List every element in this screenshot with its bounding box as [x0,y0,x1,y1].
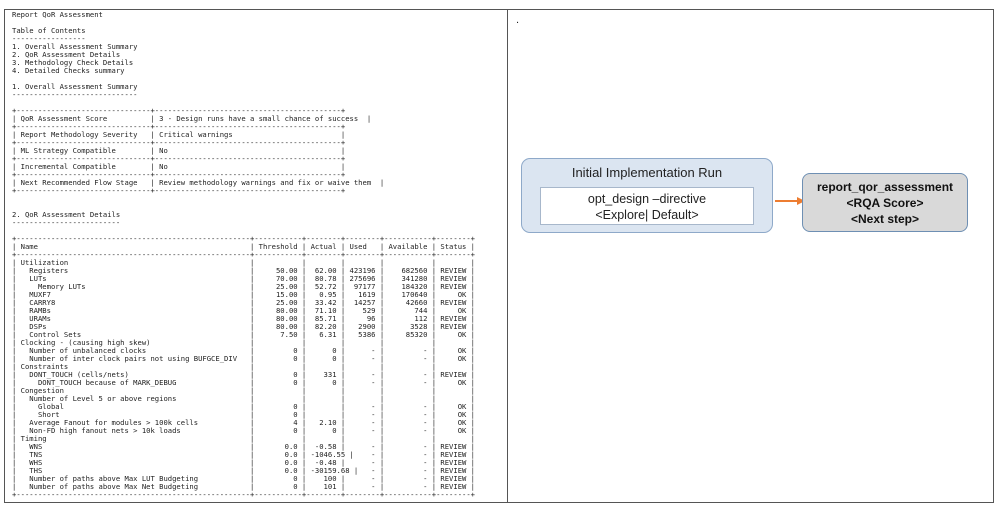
report-line: | Number of paths above Max LUT Budgeting | 0 | 100 | - | - | REVIEW | [12,474,476,483]
report-line: ----------------- [12,34,86,43]
report-line: | Utilization | | | | | | [12,258,476,267]
report-line: | Number of unbalanced clocks | 0 | 0 | - | - | OK | [12,346,476,355]
report-line: | URAMs | 80.00 | 85.71 | 96 | 112 | REVIEW | [12,314,476,323]
report-line: +------------------------------------------------------+-----------+--------+--------+-----------+--------+ [12,490,476,499]
report-line: | Name | Threshold | Actual | Used | Available | Status | [12,242,476,251]
opt-design-command: opt_design –directive [587,192,707,206]
report-line: | WHS | 0.0 | -0.48 | - | - | REVIEW | [12,458,476,467]
report-line: | ML Strategy Compatible | No | [12,146,346,155]
implementation-run-title: Initial Implementation Run [571,165,723,180]
report-line: +-------------------------------+-------------------------------------------+ [12,106,346,115]
report-line: | Number of Level 5 or above regions | | | | | | [12,394,476,403]
report-line: +-------------------------------+-------------------------------------------+ [12,138,346,147]
panel-divider [507,9,508,503]
report-line: | Next Recommended Flow Stage | Review methodology warnings and fix or waive them | [12,178,385,187]
report-line: | RAMBs | 80.00 | 71.10 | 529 | 744 | OK | [12,306,476,315]
report-line: 2. QoR Assessment Details [12,210,121,219]
report-line: ----------------------------- [12,90,138,99]
report-line: +-------------------------------+-------------------------------------------+ [12,122,346,131]
report-line: | DSPs | 80.00 | 82.20 | 2900 | 3528 | REVIEW | [12,322,476,331]
report-line: ------------------------- [12,218,121,227]
flow-arrow [775,196,805,206]
report-qor-assessment-box [802,173,968,232]
report-line: +------------------------------------------------------+-----------+--------+--------+-----------+--------+ [12,234,476,243]
report-line: | Control Sets | 7.50 | 6.31 | 5386 | 85320 | OK | [12,330,476,339]
report-line: | Constraints | | | | | | [12,362,476,371]
report-line: +-------------------------------+-------------------------------------------+ [12,170,346,179]
report-line: +-------------------------------+-------------------------------------------+ [12,186,346,195]
opt-design-directive-options: <Explore| Default> [595,208,699,222]
report-line: | LUTs | 70.00 | 80.78 | 275696 | 341280 | REVIEW | [12,274,476,283]
rqa-command: report_qor_assessment [816,180,954,194]
flow-diagram [508,150,994,240]
report-line: | Memory LUTs | 25.00 | 52.72 | 97177 | 184320 | REVIEW | [12,282,476,291]
report-line: | WNS | 0.0 | -0.58 | - | - | REVIEW | [12,442,476,451]
report-line: Table of Contents [12,26,86,35]
report-line: +-------------------------------+-------------------------------------------+ [12,154,346,163]
report-line: | Global | 0 | | - | - | OK | [12,402,476,411]
report-line: | THS | 0.0 | -30159.68 | - | - | REVIEW | [12,466,476,475]
report-line: 4. Detailed Checks summary [12,66,125,75]
report-line: 1. Overall Assessment Summary [12,82,138,91]
report-line: | Number of paths above Max Net Budgeting | 0 | 101 | - | - | REVIEW | [12,482,476,491]
report-line: | QoR Assessment Score | 3 - Design runs have a small chance of success | [12,114,372,123]
implementation-run-box [521,158,773,233]
report-line: | Report Methodology Severity | Critical warnings | [12,130,346,139]
report-line: | Timing | | | | | | [12,434,476,443]
report-line: | Non-FD high fanout nets > 10k loads | 0 | 0 | - | - | OK | [12,426,476,435]
report-line: | MUXF7 | 15.00 | 0.95 | 1619 | 170640 | OK | [12,290,476,299]
report-line: | Short | 0 | | - | - | OK | [12,410,476,419]
report-line: | Incremental Compatible | No | [12,162,346,171]
report-line: 1. Overall Assessment Summary [12,42,138,51]
report-line: | Registers | 50.00 | 62.00 | 423196 | 682560 | REVIEW | [12,266,476,275]
report-line: | TNS | 0.0 | -1046.55 | - | - | REVIEW | [12,450,476,459]
report-line: Report QoR Assessment [12,11,103,19]
report-line [12,195,502,203]
report-line: | CARRY8 | 25.00 | 33.42 | 14257 | 42660 | REVIEW | [12,298,476,307]
report-line: | DONT_TOUCH (cells/nets) | 0 | 331 | - | - | REVIEW | [12,370,476,379]
report-line: | Congestion | | | | | | [12,386,476,395]
rqa-next-step-label: <Next step> [850,212,920,226]
report-line: 2. QoR Assessment Details [12,50,121,59]
rqa-score-label: <RQA Score> [846,196,924,210]
opt-design-command-box [540,187,754,225]
report-line: 3. Methodology Check Details [12,58,134,67]
report-line: | Number of inter clock pairs not using BUFGCE_DIV | 0 | 0 | - | - | OK | [12,354,476,363]
report-line: | Average Fanout for modules > 100k cells | 4 | 2.10 | - | - | OK | [12,418,476,427]
stray-dot: . [516,14,520,26]
report-line: +------------------------------------------------------+-----------+--------+--------+-----------+--------+ [12,250,476,259]
report-line: | DONT_TOUCH because of MARK_DEBUG | 0 | 0 | - | - | OK | [12,378,476,387]
report-line: | Clocking - (causing high skew) | | | | | | [12,338,476,347]
qor-report-text [12,11,502,501]
